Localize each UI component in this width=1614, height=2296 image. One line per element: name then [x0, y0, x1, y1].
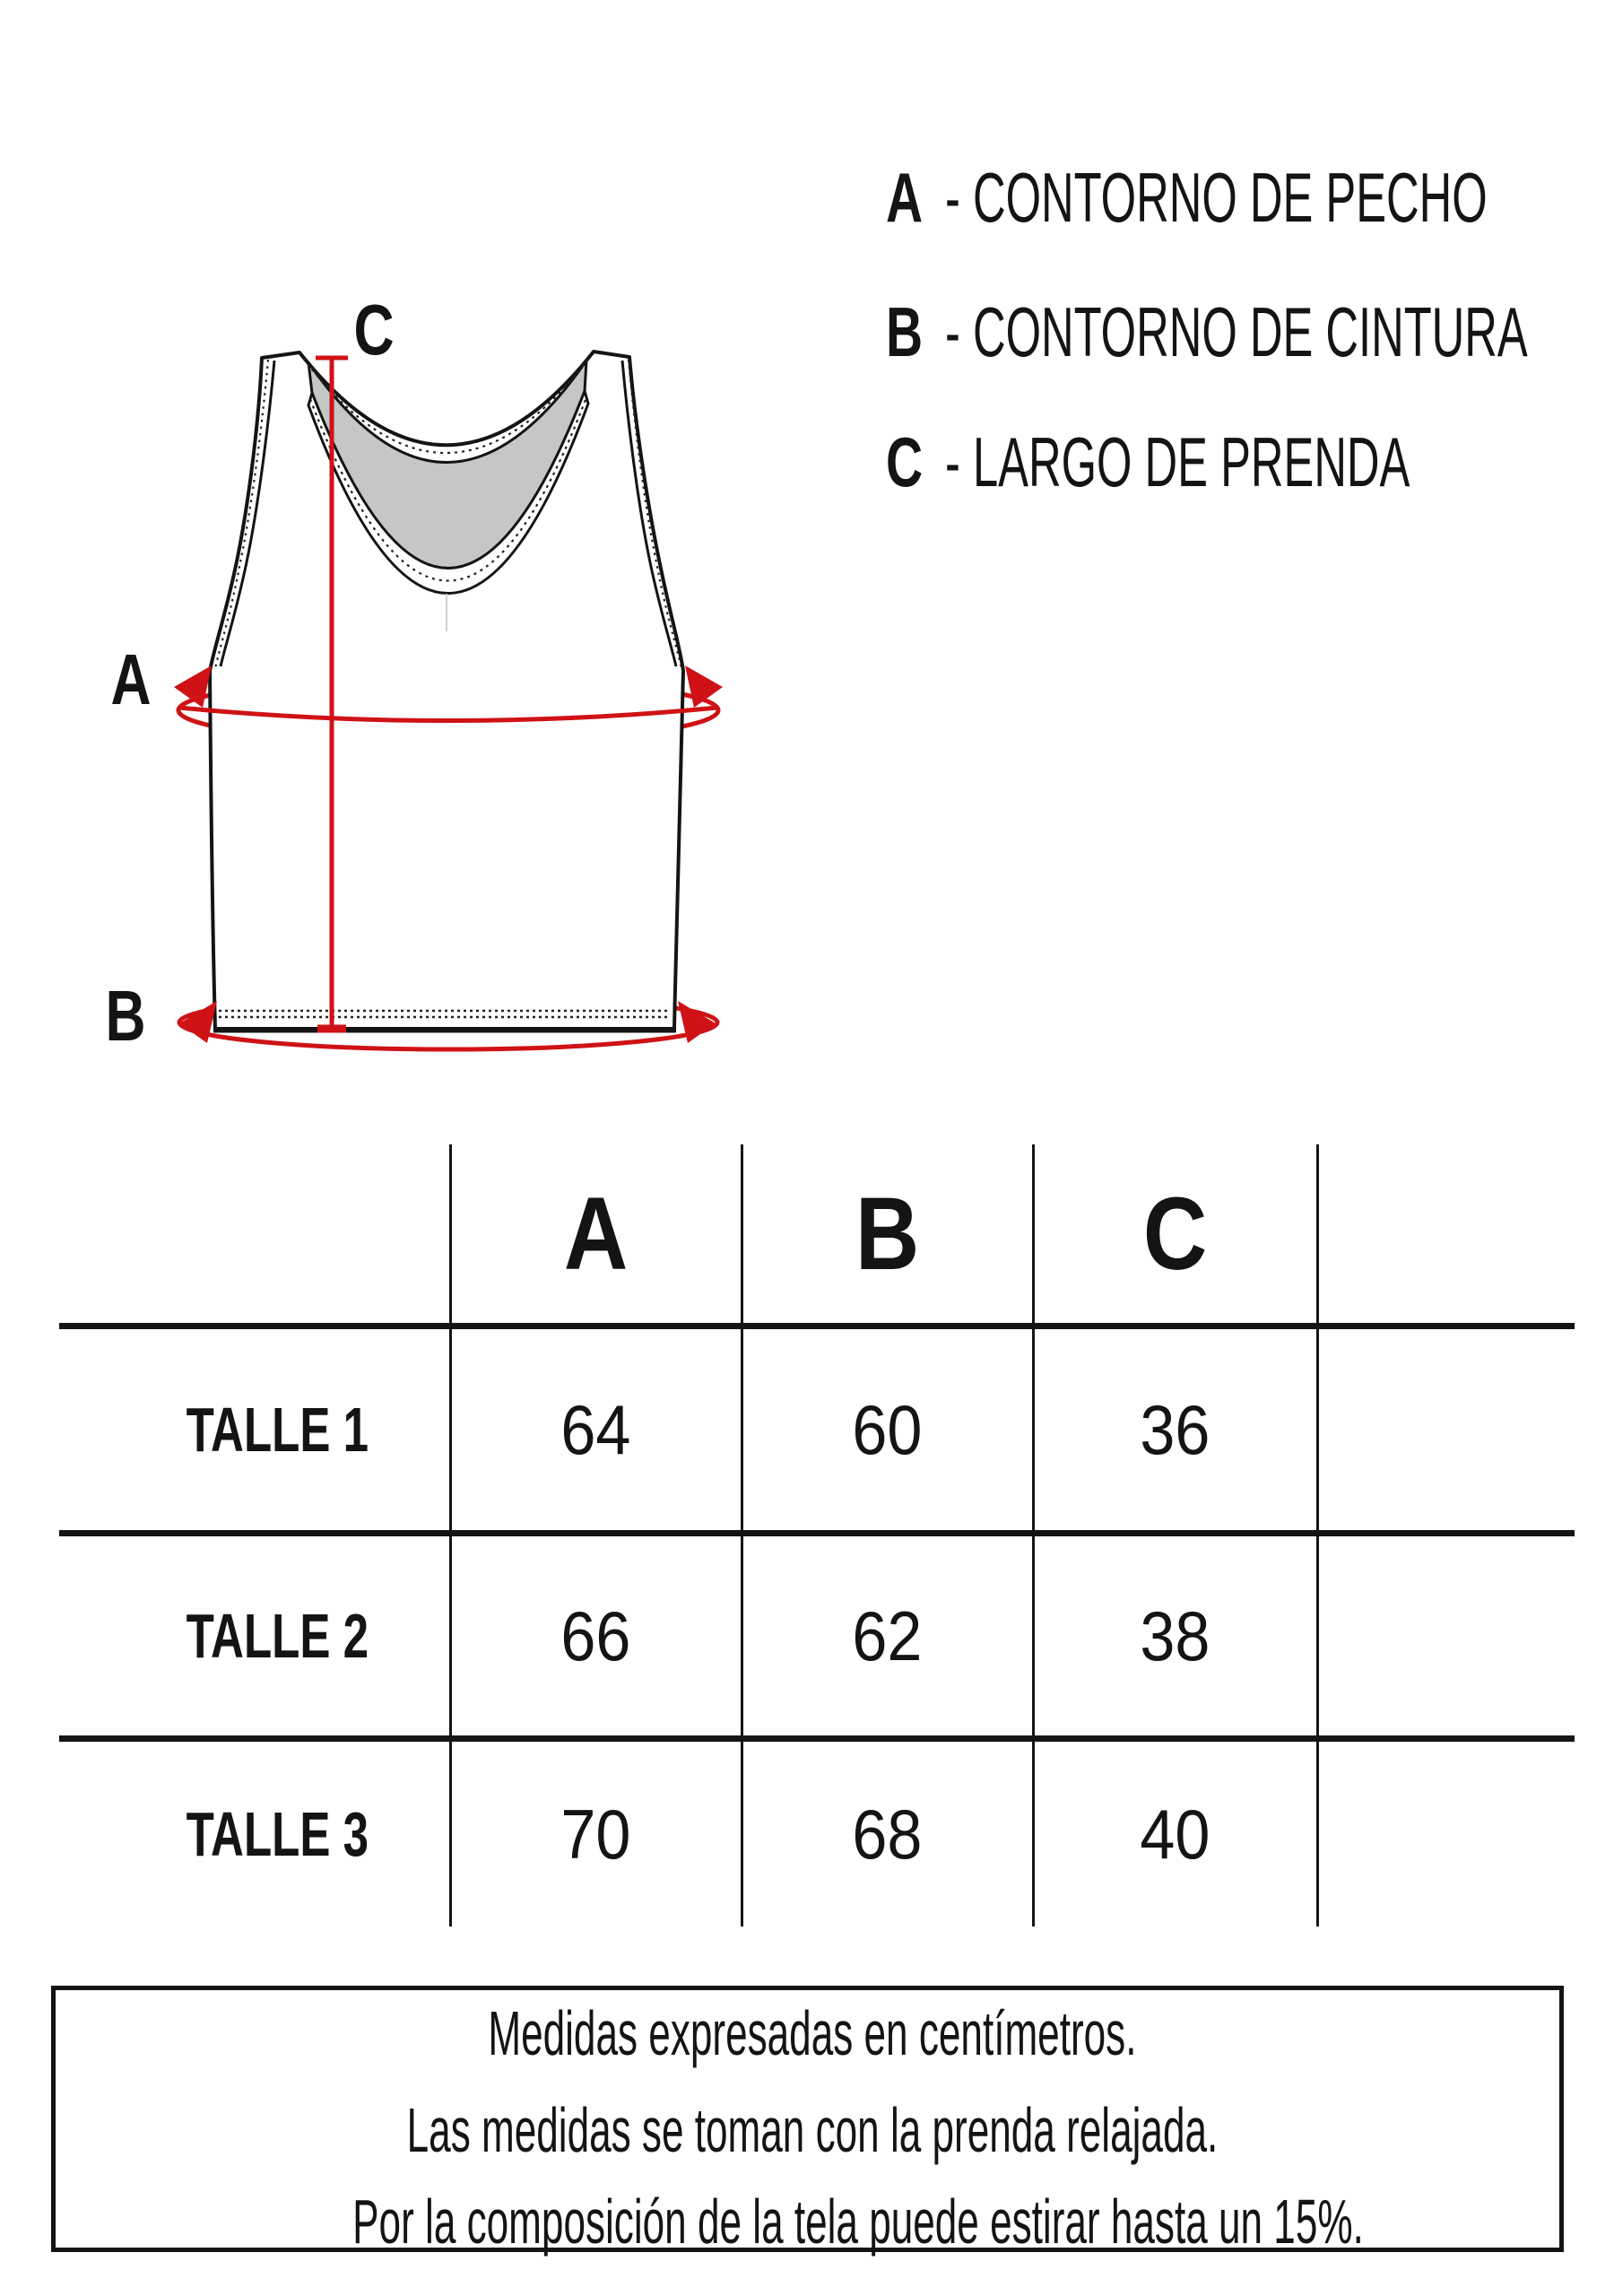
- note-line: [56, 2095, 1568, 2165]
- row-label: TALLE 2: [186, 1601, 369, 1671]
- diagram-label-length: C: [353, 290, 395, 370]
- diagram-label-chest: A: [110, 639, 152, 719]
- table-row-label: [54, 1329, 449, 1530]
- garment-outline: [210, 352, 683, 1029]
- legend-letter: C: [886, 422, 924, 501]
- cell-value: 60: [852, 1389, 923, 1469]
- cell-value: 62: [852, 1596, 923, 1675]
- note-text: Medidas expresadas en centímetros.: [487, 1998, 1137, 2068]
- table-header-c: [1034, 1144, 1316, 1324]
- table-hline: [59, 1530, 1575, 1536]
- cell-value: 40: [1140, 1794, 1210, 1874]
- cell-value: 66: [560, 1596, 631, 1675]
- row-label: TALLE 3: [186, 1799, 369, 1869]
- table-header-a: [451, 1144, 741, 1324]
- measurement-notes-box: [51, 1986, 1564, 2257]
- legend-item-chest: [886, 158, 1614, 237]
- cell-value: 70: [560, 1794, 631, 1874]
- note-text: Por la composición de la tela puede estirar hasta un 15%.: [352, 2187, 1364, 2257]
- legend-item-length: [886, 422, 1614, 501]
- cell-value: 38: [1140, 1596, 1210, 1675]
- table-cell: [451, 1742, 741, 1926]
- table-cell: [742, 1536, 1032, 1735]
- table-cell: [1034, 1536, 1316, 1735]
- table-cell: [1034, 1329, 1316, 1530]
- header-label: B: [855, 1177, 920, 1292]
- note-line: [56, 2187, 1568, 2257]
- table-row-label: [54, 1742, 449, 1926]
- cell-value: 64: [560, 1389, 631, 1469]
- table-cell: [451, 1329, 741, 1530]
- header-label: C: [1142, 1177, 1208, 1292]
- legend-text: - LARGO DE PRENDA: [945, 422, 1410, 501]
- table-cell: [742, 1742, 1032, 1926]
- cell-value: 36: [1140, 1389, 1210, 1469]
- cell-value: 68: [852, 1794, 923, 1874]
- table-cell: [451, 1536, 741, 1735]
- table-cell: [742, 1329, 1032, 1530]
- table-hline: [59, 1735, 1575, 1742]
- legend-text: - CONTORNO DE CINTURA: [945, 292, 1529, 371]
- legend-letter: B: [886, 292, 924, 371]
- table-cell: [1034, 1742, 1316, 1926]
- legend-letter: A: [886, 158, 924, 237]
- diagram-label-waist: B: [105, 976, 146, 1056]
- table-row-label: [54, 1536, 449, 1735]
- note-line: [56, 1998, 1568, 2068]
- legend-item-waist: [886, 292, 1614, 371]
- table-hline: [59, 1323, 1575, 1329]
- header-label: A: [563, 1177, 629, 1292]
- row-label: TALLE 1: [186, 1395, 369, 1465]
- legend-text: - CONTORNO DE PECHO: [945, 158, 1488, 237]
- note-text: Las medidas se toman con la prenda relajada.: [406, 2095, 1218, 2165]
- table-header-b: [742, 1144, 1032, 1324]
